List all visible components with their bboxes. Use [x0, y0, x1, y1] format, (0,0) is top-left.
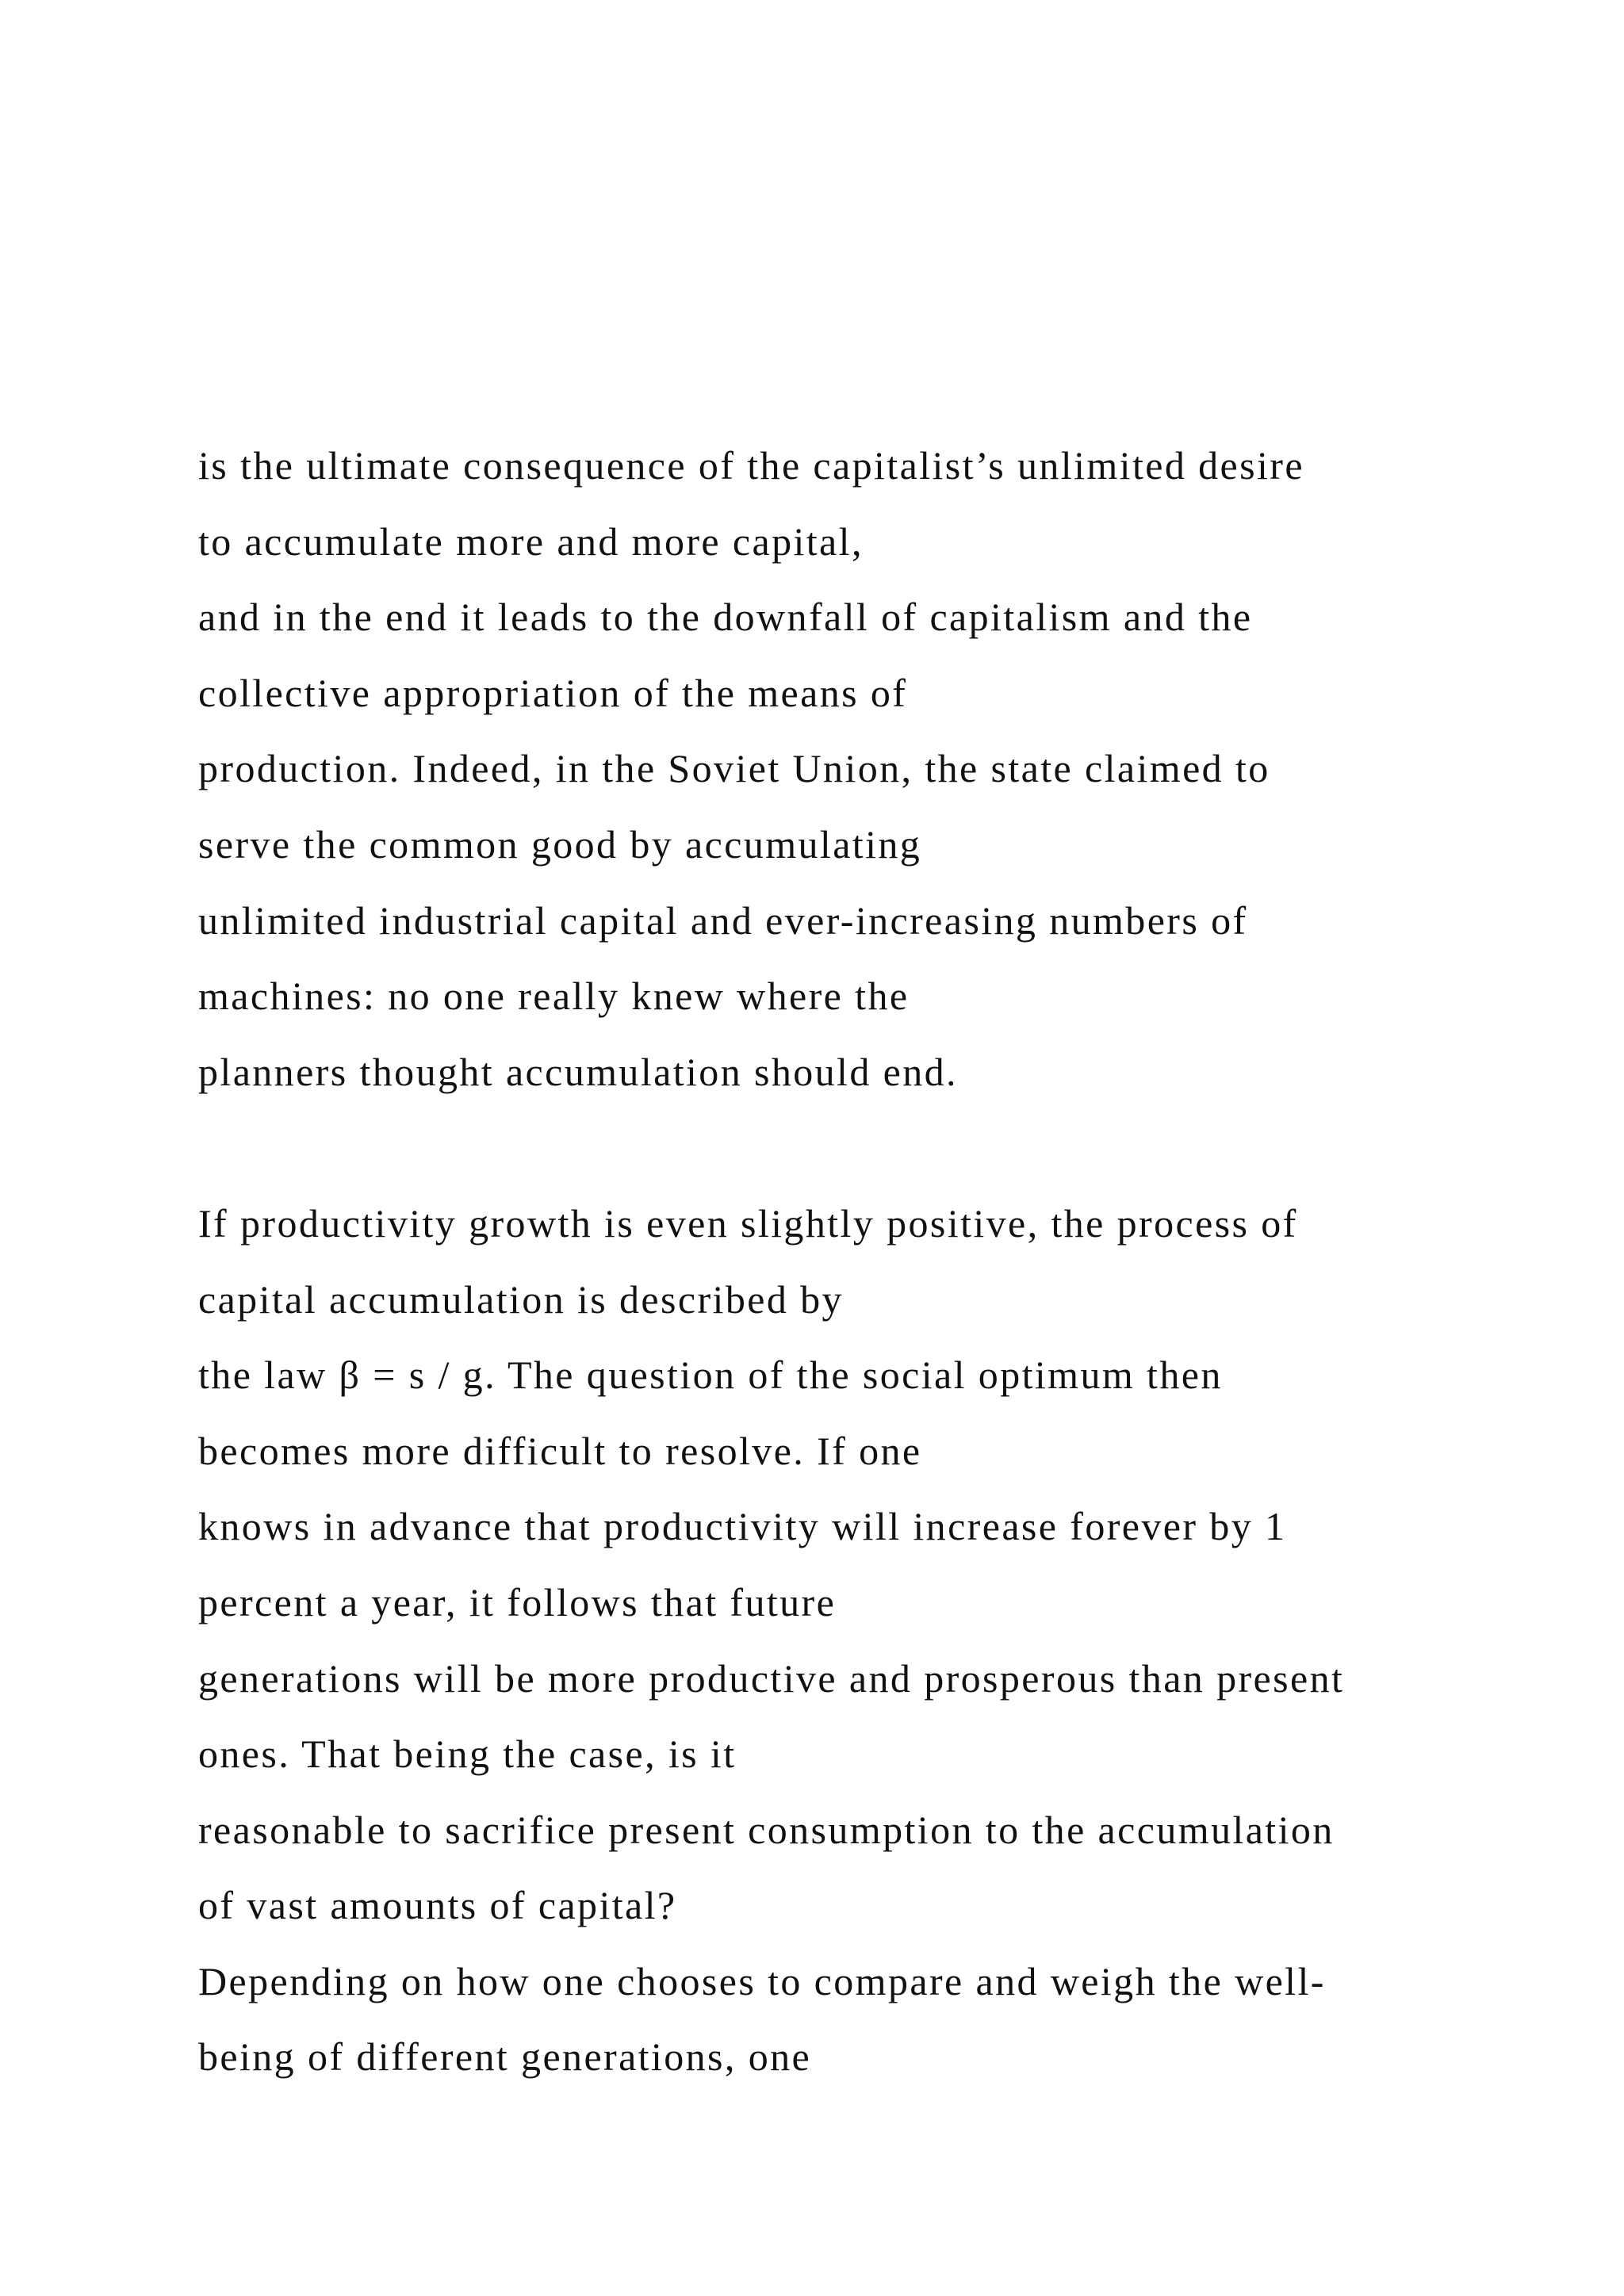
- text-line: serve the common good by accumulating: [198, 821, 922, 867]
- text-line: is the ultimate consequence of the capitalist’s unlimited desire: [198, 443, 1304, 488]
- text-line: the law β = s / g. The question of the social optimum then: [198, 1353, 1223, 1398]
- text-line: If productivity growth is even slightly positive, the process of: [198, 1200, 1298, 1246]
- text-line: becomes more difficult to resolve. If one: [198, 1428, 922, 1473]
- body-text: [198, 428, 1610, 2095]
- text-line: generations will be more productive and prosperous than present: [198, 1655, 1345, 1701]
- text-line: ones. That being the case, is it: [198, 1732, 737, 1777]
- text-line: to accumulate more and more capital,: [198, 519, 864, 564]
- text-line: being of different generations, one: [198, 2034, 812, 2080]
- text-line: Depending on how one chooses to compare and weigh the well-: [198, 1958, 1326, 2003]
- text-line: collective appropriation of the means of: [198, 670, 908, 715]
- text-line: percent a year, it follows that future: [198, 1579, 837, 1624]
- text-line: production. Indeed, in the Soviet Union, the state claimed to: [198, 746, 1270, 791]
- text-line: of vast amounts of capital?: [198, 1883, 677, 1928]
- text-line: and in the end it leads to the downfall of capitalism and the: [198, 595, 1253, 640]
- paragraph-break: [198, 1110, 1610, 1186]
- text-line: knows in advance that productivity will increase forever by 1: [198, 1504, 1287, 1549]
- text-line: reasonable to sacrifice present consumption to the accumulation: [198, 1807, 1335, 1852]
- text-line: unlimited industrial capital and ever-increasing numbers of: [198, 897, 1248, 943]
- text-line: capital accumulation is described by: [198, 1276, 844, 1322]
- text-line: planners thought accumulation should end.: [198, 1049, 958, 1094]
- text-line: machines: no one really knew where the: [198, 974, 910, 1019]
